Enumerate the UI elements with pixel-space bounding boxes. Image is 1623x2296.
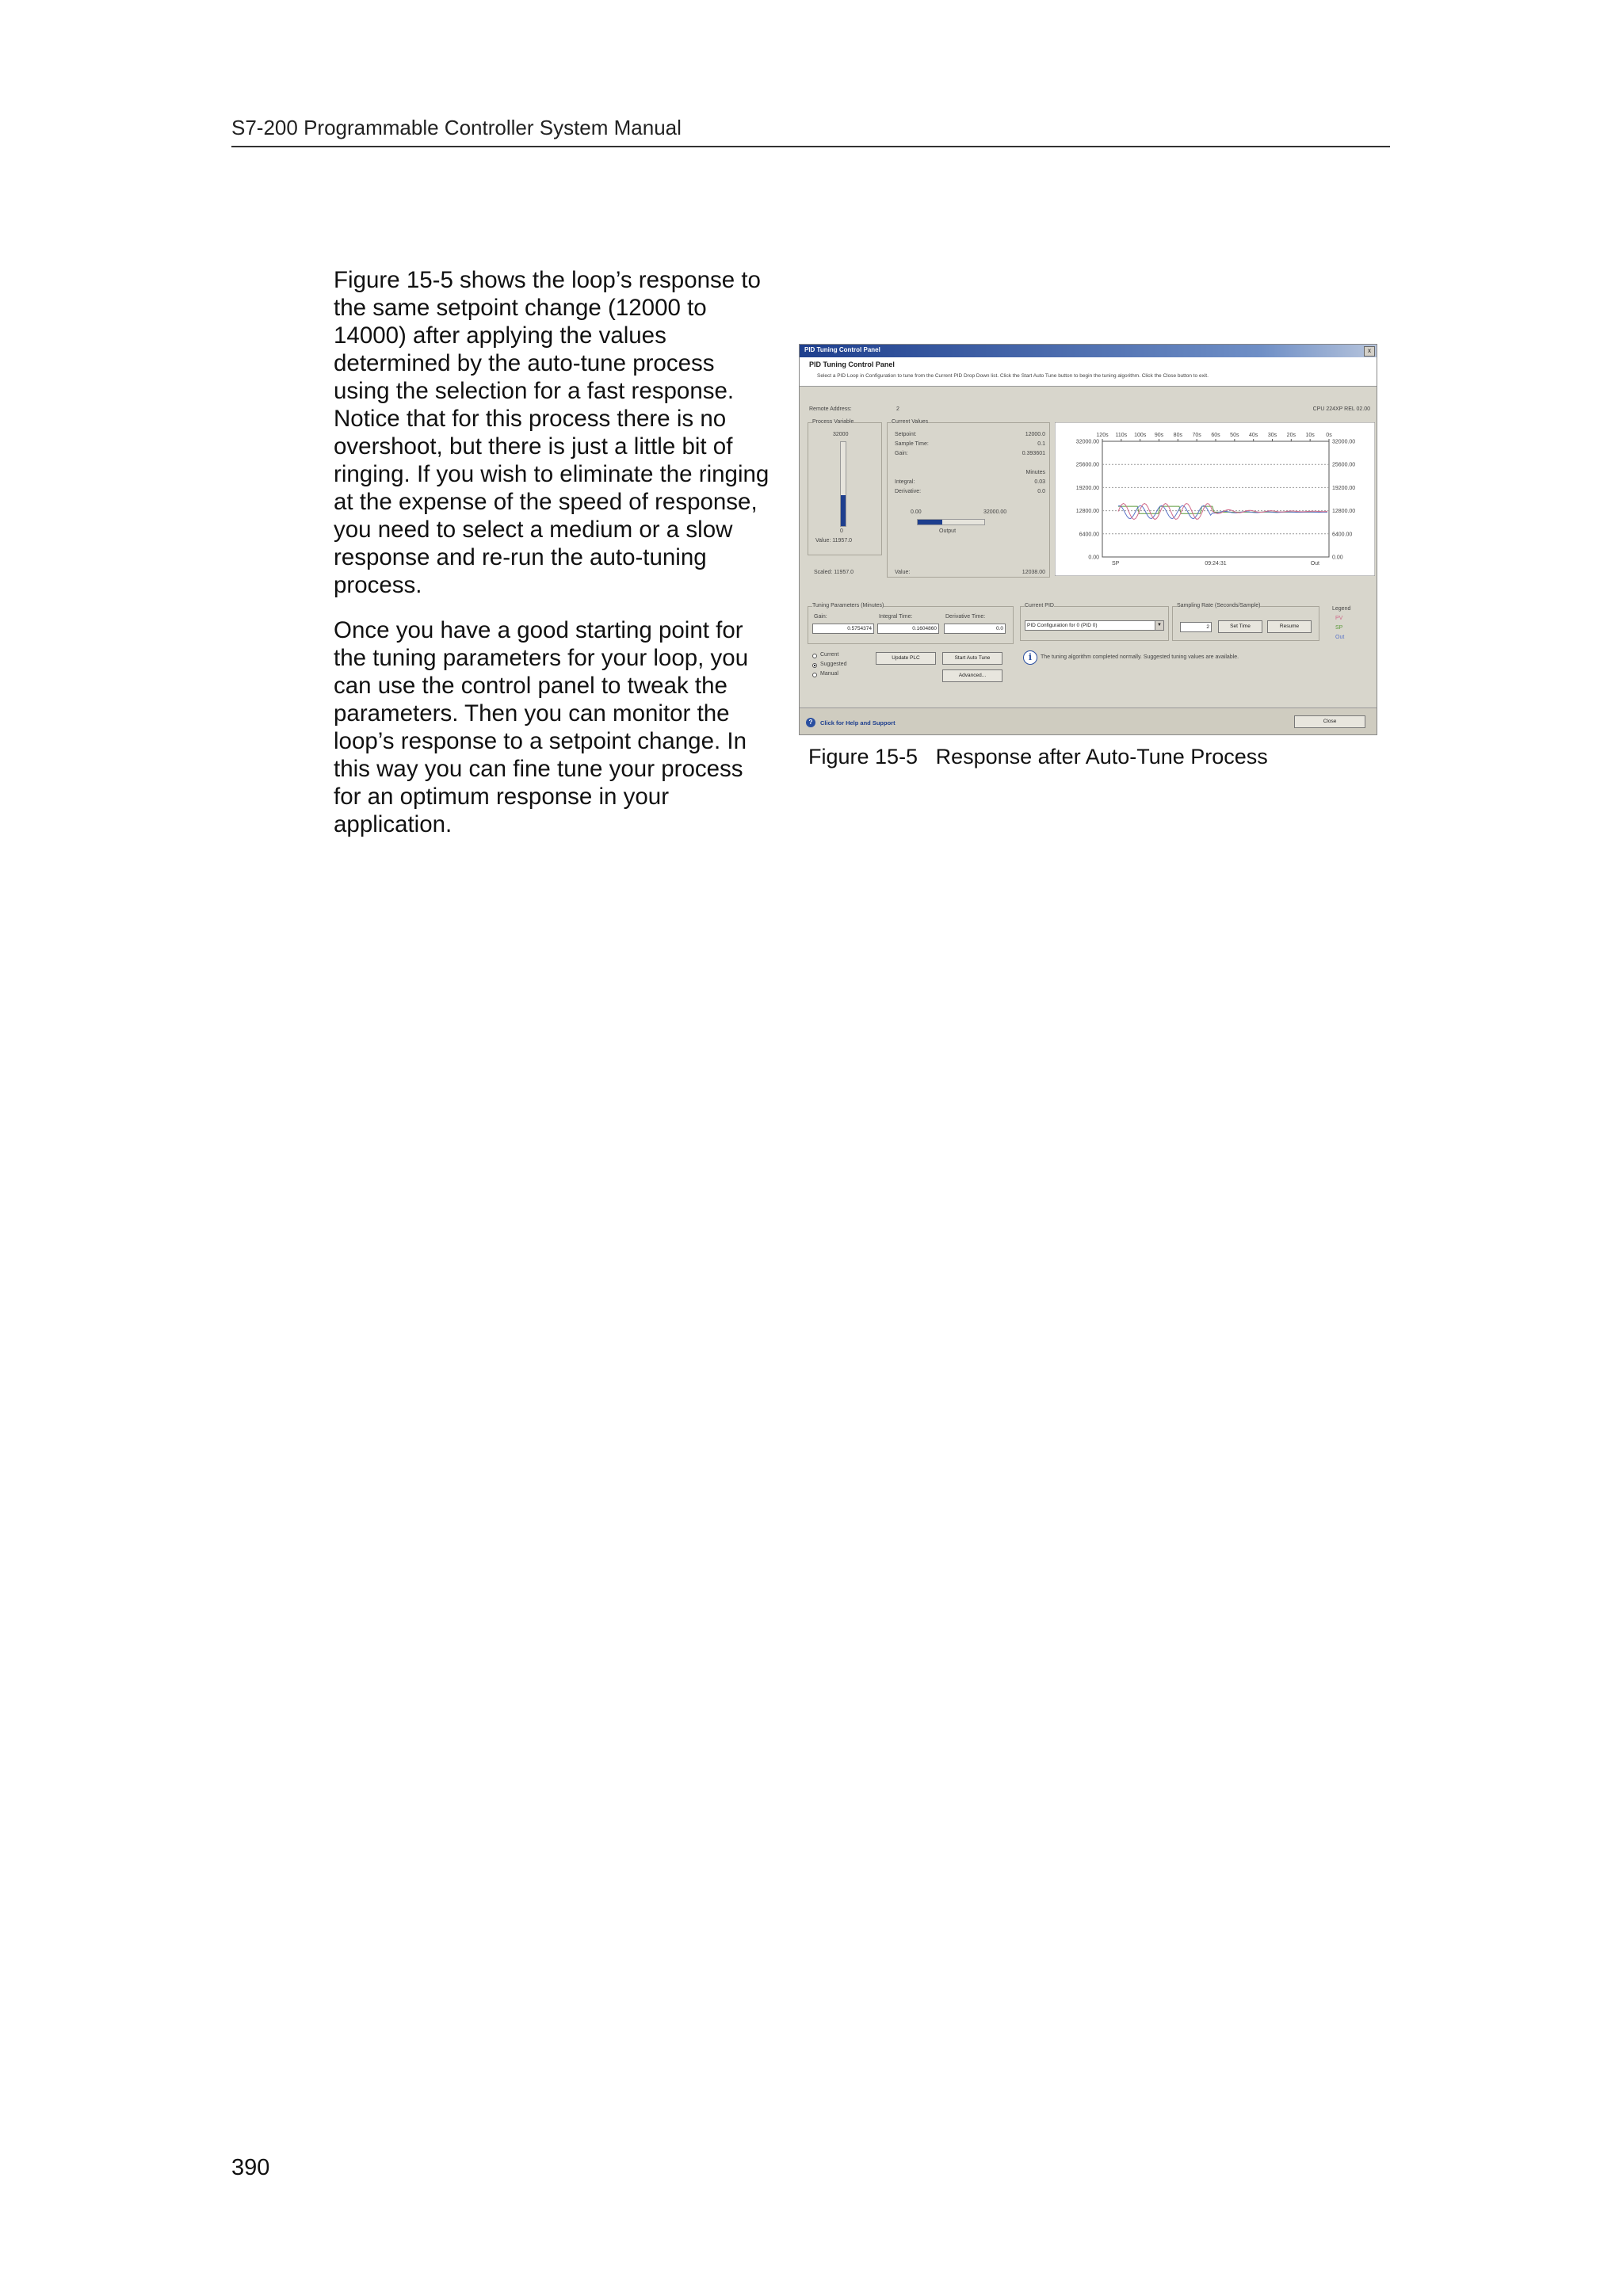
derivative-value: 0.0 (1037, 489, 1045, 494)
pv-scale-top: 32000 (833, 432, 849, 437)
time-tick-label: 100s (1134, 433, 1147, 438)
output-max: 32000.00 (983, 509, 1007, 515)
y-tick-label-left: 19200.00 (1075, 485, 1099, 491)
legend-label: Legend (1332, 606, 1351, 612)
pv-bar-track (840, 441, 846, 527)
legend-pv: PV (1335, 616, 1343, 621)
panel-instructions: Select a PID Loop in Configuration to tune from the Current PID Drop Down list. Click the Start Auto Tune button to begin the tuning algorithm. Click the Close button to exit. (817, 373, 1209, 379)
output-bar-fill (918, 520, 942, 524)
gain-input[interactable]: 0.5754374 (812, 624, 874, 634)
radio-current-label: Current (820, 652, 839, 658)
cpu-label: CPU 224XP REL 02.00 (1312, 406, 1370, 412)
legend-out: Out (1335, 635, 1345, 640)
remote-address-label: Remote Address: (809, 406, 852, 412)
time-tick-label: 40s (1249, 433, 1258, 438)
radio-manual-label: Manual (820, 671, 838, 677)
y-tick-label-left: 6400.00 (1079, 532, 1099, 538)
sampling-rate-label: Sampling Rate (Seconds/Sample) (1177, 603, 1261, 608)
set-time-button[interactable]: Set Time (1218, 620, 1262, 633)
running-header: S7-200 Programmable Controller System Manual (231, 116, 682, 139)
y-tick-label-right: 19200.00 (1332, 485, 1356, 491)
chevron-down-icon[interactable]: ▼ (1155, 621, 1163, 630)
integral-value: 0.03 (1034, 479, 1045, 485)
graph-bottom-left: SP (1112, 561, 1120, 566)
advanced-button[interactable]: Advanced... (942, 669, 1002, 682)
header-rule (231, 146, 1390, 147)
minutes-label: Minutes (1025, 470, 1045, 475)
pv-bar-fill (841, 495, 846, 526)
pv-value: Value: 11957.0 (815, 538, 853, 543)
current-pid-selection: PID Configuration for 0 (PID 0) (1027, 623, 1098, 628)
time-tick-label: 120s (1096, 433, 1109, 438)
setpoint-label: Setpoint: (895, 432, 917, 437)
tp-gain-label: Gain: (814, 614, 827, 620)
output-min: 0.00 (911, 509, 922, 515)
time-tick-label: 90s (1154, 433, 1164, 438)
help-link[interactable]: Click for Help and Support (820, 719, 896, 727)
y-tick-label-right: 12800.00 (1332, 509, 1356, 515)
start-auto-tune-button[interactable]: Start Auto Tune (942, 652, 1002, 665)
y-tick-label-left: 32000.00 (1075, 439, 1099, 445)
graph-bottom-right: Out (1310, 561, 1319, 566)
time-tick-label: 30s (1267, 433, 1277, 438)
bottom-bar (800, 707, 1377, 735)
time-tick-label: 80s (1173, 433, 1182, 438)
pv-scaled: Scaled: 11957.0 (814, 570, 854, 575)
body-paragraph-1: Figure 15-5 shows the loop’s response to the same setpoint change (12000 to 14000) after applying the values determined by the auto-tune process using the selection for a fast response. Notice that for this process there is no overshoot, but there is just a little bit of ringing. If you wish to eliminate the ringing at the expense of the speed of response, you need to select a medium or a slow response and re-run the auto-tuning process. (334, 267, 769, 598)
y-tick-label-right: 0.00 (1332, 555, 1343, 561)
figure-caption: Figure 15-5 Response after Auto-Tune Process (808, 745, 1268, 769)
y-tick-label-left: 12800.00 (1075, 509, 1099, 515)
legend-sp: SP (1335, 625, 1343, 631)
output-bar-track (917, 519, 985, 525)
current-pid-label: Current PID (1025, 603, 1054, 608)
update-plc-button[interactable]: Update PLC (876, 652, 936, 665)
current-values-label: Current Values (892, 419, 929, 425)
y-tick-label-left: 25600.00 (1075, 462, 1099, 468)
window-title: PID Tuning Control Panel (804, 346, 880, 353)
y-tick-label-right: 6400.00 (1332, 532, 1353, 538)
tp-integral-label: Integral Time: (879, 614, 913, 620)
time-tick-label: 20s (1286, 433, 1296, 438)
radio-suggested[interactable] (812, 663, 817, 668)
y-tick-label-left: 0.00 (1088, 555, 1099, 561)
pv-scale-bottom: 0 (840, 528, 843, 534)
panel-heading: PID Tuning Control Panel (809, 360, 895, 368)
radio-suggested-label: Suggested (820, 662, 847, 667)
time-tick-label: 110s (1115, 433, 1128, 438)
close-icon[interactable]: x (1364, 346, 1375, 357)
info-icon: i (1023, 650, 1037, 665)
body-text (334, 266, 774, 856)
graph-background (1055, 422, 1375, 576)
time-tick-label: 50s (1230, 433, 1239, 438)
window-titlebar (800, 345, 1377, 357)
sampling-rate-input[interactable]: 2 (1180, 622, 1212, 632)
derivative-time-input[interactable]: 0.0 (944, 624, 1006, 634)
setpoint-value: 12000.0 (1025, 432, 1045, 437)
output-label: Output (939, 528, 957, 534)
sample-time-label: Sample Time: (895, 441, 929, 447)
close-button[interactable]: Close (1294, 715, 1365, 728)
y-tick-label-right: 25600.00 (1332, 462, 1356, 468)
help-icon[interactable]: ? (806, 718, 815, 727)
radio-manual[interactable] (812, 673, 817, 677)
gain-label: Gain: (895, 451, 908, 456)
pid-tuning-screenshot (799, 344, 1377, 735)
output-value: 12038.00 (1022, 570, 1045, 575)
trend-graph (1055, 422, 1375, 576)
time-tick-label: 70s (1192, 433, 1201, 438)
time-tick-label: 0s (1326, 433, 1332, 438)
time-tick-label: 60s (1211, 433, 1220, 438)
status-message: The tuning algorithm completed normally. Suggested tuning values are available. (1041, 654, 1239, 660)
process-variable-label: Process Variable (812, 419, 854, 425)
tuning-parameters-label: Tuning Parameters (Minutes) (812, 603, 884, 608)
body-paragraph-2: Once you have a good starting point for the tuning parameters for your loop, you can use the control panel to tweak the parameters. Then you can monitor the loop’s response to a setpoint change. In this way you can fine tune your process for an optimum response in your application. (334, 617, 749, 837)
y-tick-label-right: 32000.00 (1332, 439, 1356, 445)
resume-button[interactable]: Resume (1267, 620, 1312, 633)
sample-time-value: 0.1 (1037, 441, 1045, 447)
output-value-label: Value: (895, 570, 911, 575)
remote-address-value: 2 (896, 406, 899, 412)
integral-label: Integral: (895, 479, 915, 485)
time-tick-label: 10s (1305, 433, 1315, 438)
integral-time-input[interactable]: 0.1604860 (877, 624, 939, 634)
current-pid-select[interactable] (1025, 620, 1164, 631)
page-number: 390 (231, 2155, 270, 2180)
graph-bottom-center: 09:24:31 (1205, 561, 1227, 566)
gain-value: 0.393601 (1022, 451, 1045, 456)
derivative-label: Derivative: (895, 489, 922, 494)
panel-headband (800, 357, 1377, 387)
tp-derivative-label: Derivative Time: (945, 614, 986, 620)
radio-current[interactable] (812, 654, 817, 658)
